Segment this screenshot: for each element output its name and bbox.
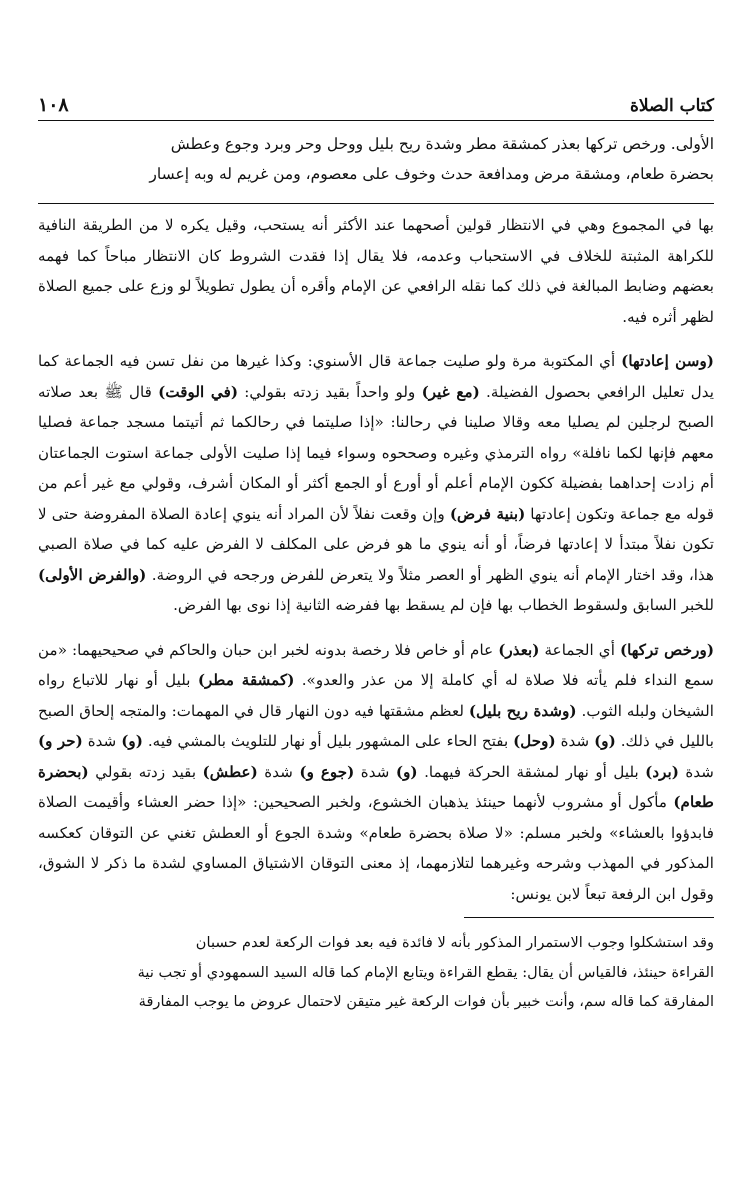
commentary-text: شدة <box>82 732 122 750</box>
commentary-text: مأكول أو مشروب لأنهما حينئذ يذهبان الخشوع، ولخبر الصحيحين: «إذا حضر العشاء وأقيمت الصلاة فابدؤوا بالعشاء» ولخبر مسلم: «لا صلاة بحضرة طعام» وشدة الجوع أو العطش تغني عن التوقان كعكسه المذكور في المهذب وشرحه وغيرهما لتلازمهما، إذ معنى التوقان الاشتياق المساوي لشدة ما ذكر لا الشوق، وقول ابن الرفعة تبعاً لابن يونس: <box>38 793 714 903</box>
matn-quote: (و) <box>594 732 616 750</box>
matn-text <box>38 129 714 189</box>
commentary-text: أي الجماعة <box>539 640 620 659</box>
matn-quote: (ورخص تركها) <box>619 640 714 659</box>
commentary-text: شدة <box>257 762 300 781</box>
commentary-paragraph <box>38 635 714 910</box>
commentary-text: ولو واحداً بقيد زدته بقولي: <box>238 382 422 401</box>
commentary-paragraph: بها في المجموع وهي في الانتظار قولين أصحهما عند الأكثر أنه يستحب، وقيل يكره لا من الطريقة النافية للكراهة المثبتة للخلاف في الاستحباب وعدمه، فلا يقال إذا فقدت الشروط كان الانتظار مباحاً كما فهمه بعضهم وضابط المبالغة في ذلك كما نقله الرافعي عن الإمام وأقره أن يطول تطويلاً لو وزع على جميع الصلاة لظهر أثره فيه. <box>38 216 714 326</box>
commentary-text: بفتح الحاء على المشهور بليل أو نهار للتلويث بالمشي فيه. <box>142 732 514 750</box>
matn-quote: (وشدة ريح بليل) <box>468 701 577 720</box>
footnote-separator <box>464 917 714 918</box>
matn-quote: (و) <box>395 762 418 781</box>
matn-quote: (بحضرة طعام) <box>38 762 714 811</box>
matn-separator <box>38 203 714 204</box>
matn-line: الأولى. ورخص تركها بعذر كمشقة مطر وشدة ريح بليل ووحل وحر وبرد وجوع وعطش <box>170 135 714 153</box>
commentary-text: بليل أو نهار لمشقة الحركة فيهما. <box>417 762 646 781</box>
footnote-line: المفارقة كما قاله سم، وأنت خبير بأن فوات الركعة غير متيقن لاحتمال عروض ما يوجب المفارقة <box>138 993 714 1010</box>
matn-quote: (وسن إعادتها) <box>621 352 714 370</box>
commentary-text: وإن وقعت نفلاً لأن المراد أنه ينوي إعادة الصلاة المفروضة حتى لا تكون نفلاً مبتدأ لا إعادتها فرضاً، أو أنه ينوي ما هو فرض على المكلف لا الفرض عليه كما في صلاة الصبي هذا، وقد اختار الإمام أنه ينوي الظهر أو العصر مثلاً ولا يتعرض للفرض ورجحه في الروضة. <box>38 504 714 584</box>
matn-quote: (مع غير) <box>421 382 480 401</box>
running-head <box>38 88 714 121</box>
commentary-text: شدة <box>555 732 595 750</box>
footnote-line: وقد استشكلوا وجوب الاستمرار المذكور بأنه لا فائدة فيه بعد فوات الركعة لعدم حسبان <box>195 934 714 951</box>
matn-quote: (وحل) <box>513 732 556 750</box>
matn-quote: (و) <box>121 732 143 750</box>
commentary <box>38 210 714 909</box>
matn-quote: (والفرض الأولى) <box>38 565 147 584</box>
commentary-text: للخبر السابق ولسقوط الخطاب بها فإن لم يسقط بها ففرضه الثانية إذا نوى بها الفرض. <box>173 596 714 614</box>
matn-quote: (حر و) <box>38 732 83 750</box>
commentary-text: عام أو خاص فلا رخصة بدونه لخبر ابن حبان والحاكم في صحيحيهما: «من سمع النداء فلم يأته فلا صلاة له أي كاملة إلا من عذر والعدو». <box>38 640 714 689</box>
commentary-text: بليل أو نهار للاتباع رواه الشيخان ولبله الثوب. <box>38 671 714 720</box>
matn-quote: (كمشقة مطر) <box>197 671 295 689</box>
commentary-paragraph <box>38 346 714 621</box>
running-title: كتاب الصلاة <box>629 96 714 116</box>
commentary-text: أي المكتوبة مرة ولو صليت جماعة قال الأسنوي: وكذا غيرها من نفل تسن فيه الجماعة كما يدل تعليل الرافعي بحصول الفضيلة. <box>38 352 714 401</box>
book-page <box>38 88 714 1017</box>
footnote <box>38 928 714 1017</box>
matn-quote: (عطش) <box>202 762 258 781</box>
footnote-line: القراءة حينئذ، فالقياس أن يقال: يقطع القراءة ويتابع الإمام كما قاله السيد السمهودي أو تجب نية <box>137 963 714 981</box>
matn-line: بحضرة طعام، ومشقة مرض ومدافعة حدث وخوف على معصوم، ومن غريم له وبه إعسار <box>149 165 714 183</box>
commentary-text: شدة <box>678 762 715 781</box>
matn-quote: (جوع و) <box>299 762 355 781</box>
matn-quote: (بعذر) <box>498 640 540 659</box>
matn-quote: (في الوقت) <box>158 382 239 401</box>
matn-quote: (بنية فرض) <box>449 504 526 523</box>
page-number: ١٠٨ <box>38 94 69 116</box>
commentary-text: لعظم مشقتها فيه دون النهار قال في المهمات: والمتجه إلحاق الصبح بالليل في ذلك. <box>38 701 715 750</box>
commentary-text: بقيد زدته بقولي <box>88 762 203 781</box>
commentary-text: قال ﷺ بعد صلاته الصبح لرجلين لم يصليا معه وقالا صلينا في رحالنا: «إذا صليتما في رحالكما ثم أتيتما مسجد جماعة فصليا معهم فإنها لكما نافلة» رواه الترمذي وغيره وصححوه وسواء فيما إذا صليت الأولى جماعة استوت الجماعتان أم زادت إحداهما بفضيلة ككون الإمام أعلم أو أورع أو الجمع أكثر أو المكان أشرف، وقولي مع غير أعم من قوله مع جماعة وتكون إعادتها <box>38 382 714 523</box>
commentary-text: شدة <box>354 762 396 781</box>
matn-quote: (برد) <box>645 762 679 781</box>
